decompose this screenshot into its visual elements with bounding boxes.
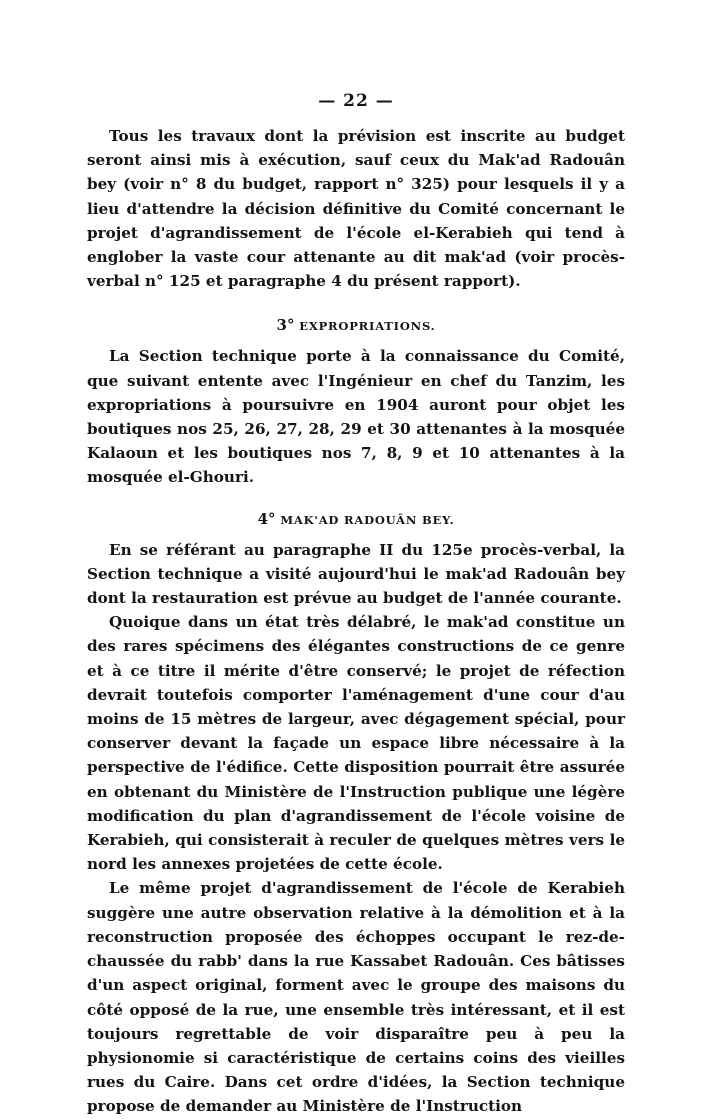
makad-paragraph-3: Le même projet d'agrandissement de l'école de Kerabieh suggère une autre observation relative à la démolition et à la reconstruction proposée des échoppes occupant le rez-de-chaussée du rabb' dans la rue Kassabet Radouân. Ces bâtisses d'un aspect original, forment avec le groupe des maisons du côté opposé de la rue, une ensemble très intéressant, et il est toujours regrettable de voir disparaître peu à peu la physionomie si caractéristique de certains coins des vieilles rues du Caire. Dans cet ordre d'idées, la Section technique propose de demander au Ministère de l'Instruction bbox=[87, 879, 625, 1116]
section-number: 3° bbox=[276, 316, 295, 335]
document-page bbox=[87, 90, 625, 1119]
section-title: EXPROPRIATIONS. bbox=[299, 319, 436, 334]
section-heading-makad bbox=[87, 507, 625, 532]
section-number: 4° bbox=[257, 509, 276, 528]
expropriations-paragraph: La Section technique porte à la connaissance du Comité, que suivant entente avec l'Ingénieur en chef du Tanzim, les expropriations à poursuivre en 1904 auront pour objet les boutiques nos 25, 26, 27, 28, 29 et 30 attenantes à la mosquée Kalaoun et les boutiques nos 7, 8, 9 et 10 attenantes à la mosquée el-Ghouri. bbox=[87, 347, 625, 487]
section-heading-expropriations bbox=[87, 313, 625, 338]
makad-paragraph-2: Quoique dans un état très délabré, le mak'ad constitue un des rares spécimens des élégantes constructions de ce genre et à ce titre il mérite d'être conservé; le projet de réfection devrait toutefois comporter l'aménagement d'une cour d'au moins de 15 mètres de largeur, avec dégagement spécial, pour conserver devant la façade un espace libre nécessaire à la perspective de l'édifice. Cette disposition pourrait être assurée en obtenant du Ministère de l'Instruction publique une légère modification du plan d'agrandissement de l'école voisine de Kerabieh, qui consisterait à reculer de quelques mètres vers le nord les annexes projetées de cette école. bbox=[87, 613, 625, 874]
makad-paragraph-1: En se référant au paragraphe II du 125e procès-verbal, la Section technique a visité aujourd'hui le mak'ad Radouân bey dont la restauration est prévue au budget de l'année courante. bbox=[87, 540, 625, 608]
section-title: MAK'AD RADOUÂN BEY. bbox=[280, 512, 455, 527]
page-number: — 22 — bbox=[318, 91, 394, 111]
intro-paragraph: Tous les travaux dont la prévision est inscrite au budget seront ainsi mis à exécution, sauf ceux du Mak'ad Radouân bey (voir n° 8 du budget, rapport n° 325) pour lesquels il y a lieu d'attendre la décision définitive du Comité concernant le projet d'agrandissement de l'école el-Kerabieh qui tend à englober la vaste cour attenante au dit mak'ad (voir procès-verbal n° 125 et paragraphe 4 du présent rapport). bbox=[87, 127, 625, 291]
